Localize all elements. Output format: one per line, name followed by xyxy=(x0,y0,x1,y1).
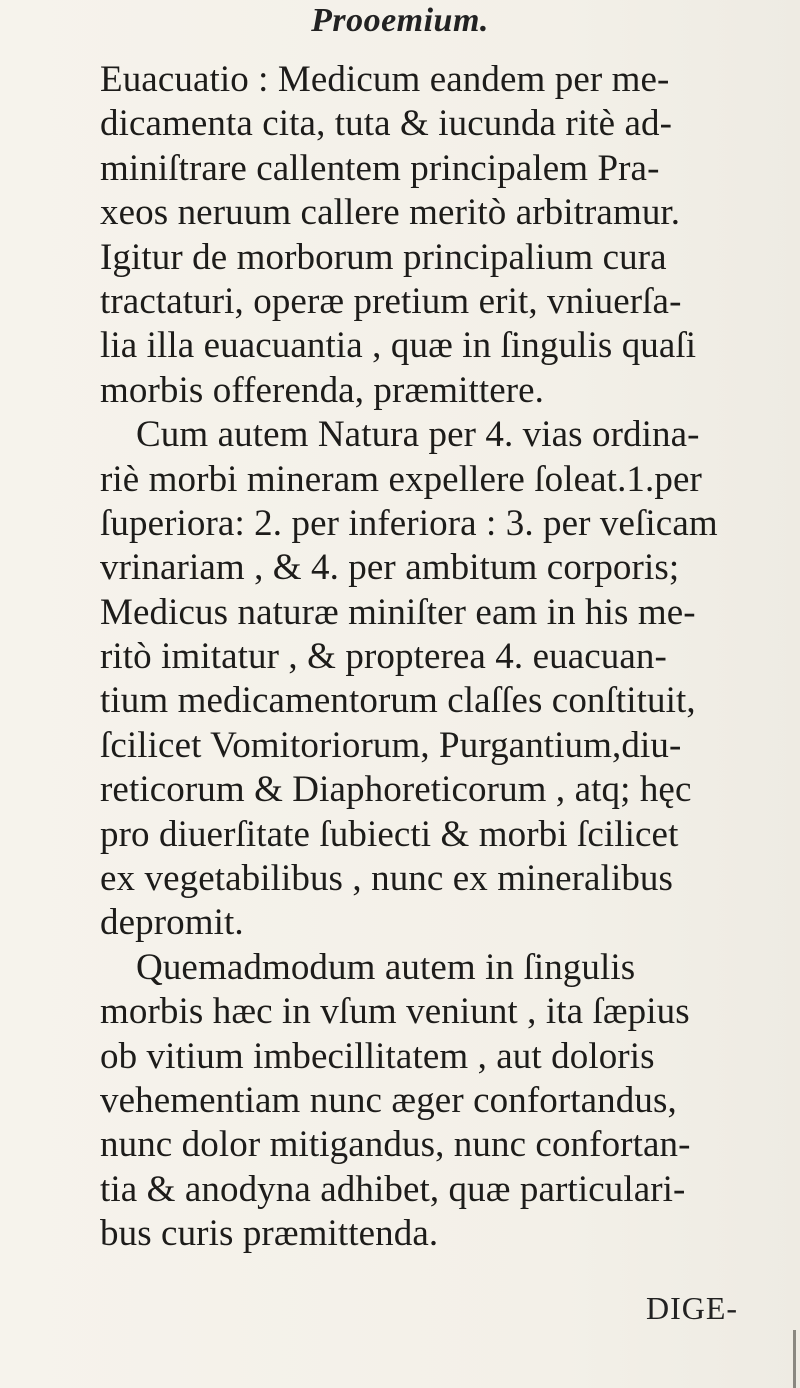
text-line: nunc dolor mitigandus, nunc confortan- xyxy=(100,1124,691,1166)
running-title: Prooemium. xyxy=(311,2,489,39)
text-line: tia & anodyna adhibet, quæ particulari- xyxy=(100,1168,686,1210)
text-line: vrinariam , & 4. per ambitum corporis; xyxy=(100,547,680,589)
text-line: tractaturi, operæ pretium erit, vniuerſa- xyxy=(100,280,682,322)
text-line: vehementiam nunc æger confortandus, xyxy=(100,1079,677,1121)
text-line: miniſtrare callentem principalem Pra- xyxy=(100,147,660,189)
text-line: tium medicamentorum claſſes conſtituit, xyxy=(100,680,696,722)
text-line: ſuperiora: 2. per inferiora : 3. per veſicam xyxy=(100,502,718,544)
text-line: xeos neruum callere meritò arbitramur. xyxy=(100,192,681,234)
text-line: Igitur de morborum principalium cura xyxy=(100,236,667,278)
paragraph-start-line: Cum autem Natura per 4. vias ordina- xyxy=(136,414,700,456)
text-line: morbis hæc in vſum veniunt , ita ſæpius xyxy=(100,991,690,1033)
text-line: reticorum & Diaphoreticorum , atq; hęc xyxy=(100,769,692,811)
text-line: bus curis præmittenda. xyxy=(100,1213,439,1255)
body-text xyxy=(100,58,790,1257)
text-line: lia illa euacuantia , quæ in ſingulis quaſi xyxy=(100,325,697,367)
text-line: riè morbi mineram expellere ſoleat.1.per xyxy=(100,458,702,500)
text-line: morbis offerenda, præmittere. xyxy=(100,369,545,411)
text-line: ex vegetabilibus , nunc ex mineralibus xyxy=(100,858,674,900)
text-line: ob vitium imbecillitatem , aut doloris xyxy=(100,1035,655,1077)
text-line: Medicus naturæ miniſter eam in his me- xyxy=(100,591,696,633)
text-line: ſcilicet Vomitoriorum, Purgantium,diu- xyxy=(100,724,682,766)
text-line: pro diuerſitate ſubiecti & morbi ſcilicet xyxy=(100,813,679,855)
paragraph-start-line: Quemadmodum autem in ſingulis xyxy=(136,946,636,988)
text-line: Euacuatio : Medicum eandem per me- xyxy=(100,59,670,100)
text-line: dicamenta cita, tuta & iucunda ritè ad- xyxy=(100,103,673,145)
text-line: depromit. xyxy=(100,902,244,944)
catchword: DIGE- xyxy=(646,1290,739,1326)
text-line: ritò imitatur , & propterea 4. euacuan- xyxy=(100,636,667,678)
page-edge-mark xyxy=(793,1330,796,1388)
